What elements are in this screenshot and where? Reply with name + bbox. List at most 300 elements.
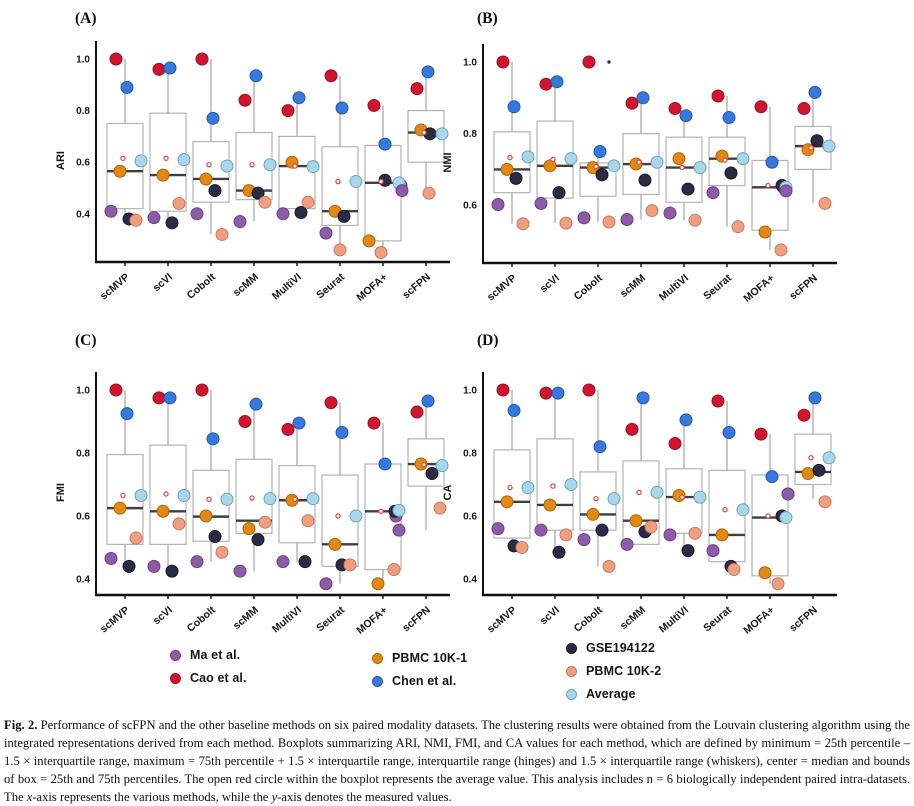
point-ma <box>707 187 719 199</box>
box-group-MultiVI <box>664 414 706 557</box>
point-ma <box>277 556 289 568</box>
mean-open-circle <box>766 514 770 518</box>
caption-label: Fig. 2. <box>4 718 38 732</box>
x-axis-label: MOFA+ <box>741 604 777 637</box>
point-pbmc2 <box>216 228 228 240</box>
point-ma <box>148 212 160 224</box>
point-ma <box>396 185 408 197</box>
point-gse <box>299 556 311 568</box>
legend-dot-icon <box>566 689 577 700</box>
y-tick-label: 1.0 <box>76 54 90 66</box>
mean-open-circle <box>594 497 598 501</box>
point-gse <box>426 467 438 479</box>
point-avg <box>565 153 577 165</box>
point-ma <box>234 565 246 577</box>
panel-B <box>442 0 914 322</box>
point-chen <box>121 408 133 420</box>
mean-open-circle <box>680 495 684 499</box>
y-tick-label: 1.0 <box>76 385 90 397</box>
point-pbmc2 <box>728 564 740 576</box>
point-cao <box>755 101 767 113</box>
point-pbmc2 <box>173 518 185 530</box>
mean-open-circle <box>422 463 426 467</box>
x-axis-label: scVI <box>150 604 175 628</box>
point-cao <box>497 384 509 396</box>
point-gse <box>209 185 221 197</box>
point-ma <box>578 534 590 546</box>
point-avg <box>565 479 577 491</box>
mean-open-circle <box>508 486 512 490</box>
panel-D <box>442 322 914 644</box>
caption-segment: x <box>26 790 33 804</box>
point-chen <box>680 110 692 122</box>
point-gse <box>123 560 135 572</box>
point-avg <box>737 153 749 165</box>
legend-label: Ma et al. <box>190 648 241 662</box>
mean-open-circle <box>207 497 211 501</box>
point-avg <box>823 140 835 152</box>
box-group-MOFA+ <box>365 417 405 590</box>
point-gse <box>295 207 307 219</box>
x-axis-label: MultiVI <box>269 604 304 636</box>
caption-segment: -axis represents the various methods, while the <box>32 790 272 804</box>
point-pbmc2 <box>516 542 528 554</box>
x-axis-label: scVI <box>150 271 175 295</box>
point-pbmc1 <box>802 467 814 479</box>
point-cao <box>669 438 681 450</box>
point-ma <box>664 207 676 219</box>
box-group-Seurat <box>707 90 749 233</box>
point-cao <box>411 83 423 95</box>
point-gse <box>596 169 608 181</box>
mean-open-circle <box>809 146 813 150</box>
point-ma <box>535 197 547 209</box>
point-pbmc2 <box>603 216 615 228</box>
iqr-box <box>193 470 229 541</box>
point-ma <box>621 214 633 226</box>
box-group-scMM <box>234 70 276 228</box>
point-ma <box>535 524 547 536</box>
point-cao <box>583 56 595 68</box>
legend-dot-icon <box>372 653 383 664</box>
mean-open-circle <box>594 164 598 168</box>
point-chen <box>293 417 305 429</box>
point-gse <box>510 172 522 184</box>
point-ma <box>782 488 794 500</box>
x-axis-label: MOFA+ <box>354 271 390 304</box>
y-axis-title: ARI <box>55 151 67 170</box>
point-pbmc2 <box>603 560 615 572</box>
y-tick-label: 1.0 <box>463 57 477 69</box>
point-chen <box>164 392 176 404</box>
point-avg <box>780 512 792 524</box>
point-cao <box>540 78 552 90</box>
point-cao <box>153 392 165 404</box>
panel-A-svg <box>0 0 457 322</box>
point-gse <box>639 174 651 186</box>
box-group-MOFA+ <box>363 99 407 258</box>
point-pbmc1 <box>243 523 255 535</box>
x-axis-label: scFPN <box>400 271 433 302</box>
point-pbmc2 <box>517 218 529 230</box>
box-group-scMM <box>234 398 276 577</box>
point-pbmc1 <box>759 567 771 579</box>
point-pbmc1 <box>114 502 126 514</box>
point-pbmc2 <box>560 217 572 229</box>
legend-label: Average <box>586 687 636 701</box>
box-group-Cobolt <box>191 53 233 240</box>
box-group-scVI <box>148 62 190 229</box>
mean-open-circle <box>293 497 297 501</box>
point-avg <box>823 452 835 464</box>
y-axis-title: CA <box>442 484 454 501</box>
legend-dot-icon <box>170 650 181 661</box>
box-group-scVI <box>148 392 190 577</box>
point-cao <box>239 94 251 106</box>
point-chen <box>336 102 348 114</box>
point-ma <box>664 529 676 541</box>
legend-dot-icon <box>372 676 383 687</box>
point-pbmc2 <box>302 196 314 208</box>
box-group-scFPN <box>782 392 835 508</box>
point-chen <box>250 398 262 410</box>
y-axis-title: NMI <box>442 152 454 173</box>
point-cao <box>325 397 337 409</box>
point-gse <box>553 187 565 199</box>
x-axis-label: scMM <box>230 604 261 633</box>
point-pbmc2 <box>130 214 142 226</box>
point-chen <box>336 427 348 439</box>
point-chen <box>379 138 391 150</box>
point-cao <box>798 409 810 421</box>
box-group-scMVP <box>105 53 147 226</box>
legend-column <box>566 641 661 701</box>
point-pbmc2 <box>772 578 784 590</box>
panel-C-svg <box>0 322 457 644</box>
point-avg <box>135 490 147 502</box>
point-gse <box>682 183 694 195</box>
point-chen <box>508 101 520 113</box>
point-pbmc2 <box>689 527 701 539</box>
point-avg <box>737 504 749 516</box>
point-avg <box>694 162 706 174</box>
point-gse <box>209 530 221 542</box>
point-avg <box>436 128 448 140</box>
caption-segment: Performance of scFPN and the other baseline methods on six paired modality datasets. The clustering results were obtained from the Louvain clustering algorithm using the integrated representations derived from each method. Boxplots summarizing ARI, NMI, FMI, and CA values for each method, which are defined by minimum = 25th percentile – 1.5 × interquartile range, maximum = 75th percentile + 1.5 × interquartile range, interquartile range (hinges) and 1.5 × interquartile range (whiskers), center = median and bounds of box = 25th and 75th percentiles. The open red circle within the boxplot represents the average value. This analysis includes n = 6 biologically independent paired intra-datasets. The <box>4 718 910 804</box>
point-pbmc2 <box>173 197 185 209</box>
box-group-MOFA+ <box>752 101 792 256</box>
point-gse <box>166 565 178 577</box>
legend-item-avg <box>566 687 661 701</box>
point-chen <box>379 458 391 470</box>
x-axis-label: MOFA+ <box>741 272 777 305</box>
y-tick-label: 0.8 <box>463 448 477 460</box>
box-group-scMVP <box>492 384 534 554</box>
point-gse <box>725 167 737 179</box>
point-pbmc2 <box>302 515 314 527</box>
panel-label: (C) <box>75 332 97 349</box>
point-cao <box>196 384 208 396</box>
y-axis-title: FMI <box>55 483 67 502</box>
point-chen <box>594 146 606 158</box>
point-chen <box>121 81 133 93</box>
mean-open-circle <box>551 157 555 161</box>
point-cao <box>239 416 251 428</box>
point-pbmc2 <box>732 221 744 233</box>
point-ma <box>148 560 160 572</box>
box-group-scMVP <box>105 384 147 572</box>
point-pbmc2 <box>388 564 400 576</box>
point-pbmc2 <box>646 205 658 217</box>
point-avg <box>264 493 276 505</box>
point-avg <box>307 493 319 505</box>
box-group-scMM <box>621 92 663 226</box>
point-ma <box>621 538 633 550</box>
x-axis-label: scMVP <box>484 272 519 304</box>
x-axis-label: MultiVI <box>656 272 691 304</box>
box-group-Seurat <box>320 397 362 590</box>
box-group-Cobolt <box>578 56 620 228</box>
point-ma <box>578 212 590 224</box>
mean-open-circle <box>637 490 641 494</box>
panel-B-svg <box>442 0 914 322</box>
point-avg <box>178 490 190 502</box>
box-group-Seurat <box>707 395 749 576</box>
point-cao <box>368 417 380 429</box>
point-cao <box>583 384 595 396</box>
box-group-Cobolt <box>578 384 620 572</box>
x-axis-label: scMM <box>617 604 648 633</box>
x-axis-label: Cobolt <box>571 604 605 635</box>
point-pbmc2 <box>775 244 787 256</box>
mean-open-circle <box>207 163 211 167</box>
point-pbmc2 <box>334 244 346 256</box>
point-cao <box>798 103 810 115</box>
point-cao <box>497 56 509 68</box>
point-chen <box>164 62 176 74</box>
x-axis-label: Cobolt <box>571 272 605 303</box>
x-axis-label: scMM <box>617 272 648 301</box>
box-group-Seurat <box>320 70 362 256</box>
y-tick-label: 0.8 <box>463 129 477 141</box>
legend-label: Cao et al. <box>190 671 247 685</box>
point-cao <box>325 70 337 82</box>
legend-dot-icon <box>170 673 181 684</box>
mean-open-circle <box>379 509 383 513</box>
point-chen <box>594 441 606 453</box>
mean-open-circle <box>508 155 512 159</box>
point-ma <box>393 524 405 536</box>
point-chen <box>637 392 649 404</box>
y-tick-label: 0.6 <box>463 511 477 523</box>
point-cao <box>712 90 724 102</box>
point-chen <box>207 433 219 445</box>
legend-label: Chen et al. <box>392 674 457 688</box>
box-group-MultiVI <box>664 103 706 227</box>
point-ma <box>320 578 332 590</box>
mean-open-circle <box>121 156 125 160</box>
point-pbmc1 <box>716 529 728 541</box>
point-cao <box>368 99 380 111</box>
point-pbmc2 <box>560 529 572 541</box>
x-axis-label: scFPN <box>787 272 820 303</box>
legend-column <box>170 648 247 685</box>
x-axis-label: scFPN <box>400 604 433 635</box>
x-axis-label: scMVP <box>97 271 132 303</box>
point-ma <box>492 523 504 535</box>
caption-body <box>4 718 910 804</box>
point-ma <box>492 198 504 210</box>
panel-D-svg <box>442 322 914 644</box>
point-pbmc2 <box>259 516 271 528</box>
y-tick-label: 0.8 <box>76 106 90 118</box>
point-chen <box>207 112 219 124</box>
point-ma <box>320 227 332 239</box>
point-pbmc2 <box>130 532 142 544</box>
point-cao <box>411 406 423 418</box>
point-pbmc2 <box>819 496 831 508</box>
mean-open-circle <box>723 508 727 512</box>
point-gse <box>811 135 823 147</box>
iqr-box <box>752 475 788 576</box>
x-axis-label: Seurat <box>314 271 347 302</box>
mean-open-circle <box>379 179 383 183</box>
point-pbmc2 <box>375 247 387 259</box>
mean-open-circle <box>164 492 168 496</box>
point-ma <box>780 185 792 197</box>
y-tick-label: 1.0 <box>463 385 477 397</box>
point-pbmc2 <box>216 546 228 558</box>
point-cao <box>110 53 122 65</box>
point-pbmc1 <box>363 235 375 247</box>
y-tick-label: 0.8 <box>76 448 90 460</box>
x-axis-label: MultiVI <box>656 604 691 636</box>
box-group-MultiVI <box>277 92 319 220</box>
point-pbmc1 <box>157 505 169 517</box>
point-pbmc1 <box>587 508 599 520</box>
mean-open-circle <box>164 156 168 160</box>
point-gse <box>166 217 178 229</box>
mean-open-circle <box>336 179 340 183</box>
point-pbmc1 <box>759 226 771 238</box>
mean-open-circle <box>723 158 727 162</box>
x-axis-label: Seurat <box>314 604 347 635</box>
point-avg <box>522 482 534 494</box>
point-gse <box>252 534 264 546</box>
legend-label: GSE194122 <box>586 641 656 655</box>
point-avg <box>221 493 233 505</box>
y-tick-label: 0.6 <box>463 200 477 212</box>
point-avg <box>307 161 319 173</box>
figure-caption <box>4 716 910 806</box>
box-group-scMVP <box>492 56 534 230</box>
legend-item-cao <box>170 671 247 685</box>
point-gse <box>682 545 694 557</box>
point-chen <box>723 427 735 439</box>
point-cao <box>669 103 681 115</box>
point-chen <box>766 156 778 168</box>
mean-open-circle <box>250 163 254 167</box>
point-pbmc2 <box>434 502 446 514</box>
box-group-scFPN <box>780 86 835 209</box>
point-pbmc1 <box>501 496 513 508</box>
point-avg <box>694 491 706 503</box>
legend-item-pbmc1 <box>372 651 467 665</box>
point-avg <box>608 160 620 172</box>
x-axis-label: MultiVI <box>269 271 304 303</box>
point-pbmc1 <box>200 510 212 522</box>
point-pbmc1 <box>501 163 513 175</box>
point-avg <box>264 159 276 171</box>
legend <box>0 636 914 714</box>
mean-open-circle <box>766 183 770 187</box>
mean-open-circle <box>121 493 125 497</box>
point-cao <box>196 53 208 65</box>
point-gse <box>338 210 350 222</box>
point-avg <box>393 504 405 516</box>
point-cao <box>110 384 122 396</box>
legend-dot-icon <box>566 643 577 654</box>
caption-segment: -axis denotes the measured values. <box>277 790 452 804</box>
point-pbmc2 <box>423 187 435 199</box>
iqr-box <box>365 145 401 240</box>
box-group-Cobolt <box>191 384 233 568</box>
point-avg <box>608 493 620 505</box>
point-cao <box>755 428 767 440</box>
y-tick-label: 0.4 <box>76 574 90 586</box>
point-pbmc1 <box>114 165 126 177</box>
legend-item-gse <box>566 641 661 655</box>
point-ma <box>277 208 289 220</box>
point-pbmc1 <box>630 515 642 527</box>
mean-open-circle <box>809 456 813 460</box>
point-chen <box>508 404 520 416</box>
point-cao <box>153 63 165 75</box>
point-pbmc1 <box>673 153 685 165</box>
point-pbmc2 <box>819 197 831 209</box>
point-gse <box>596 524 608 536</box>
point-pbmc2 <box>259 196 271 208</box>
point-pbmc1 <box>544 499 556 511</box>
y-tick-label: 0.6 <box>76 511 90 523</box>
point-cao <box>282 105 294 117</box>
point-ma <box>234 216 246 228</box>
box-group-scVI <box>535 76 577 229</box>
point-chen <box>551 76 563 88</box>
y-tick-label: 0.4 <box>463 574 477 586</box>
point-cao <box>282 423 294 435</box>
point-avg <box>221 160 233 172</box>
point-pbmc1 <box>200 173 212 185</box>
legend-label: PBMC 10K-1 <box>392 651 468 665</box>
y-tick-label: 0.6 <box>76 157 90 169</box>
point-avg <box>651 486 663 498</box>
x-axis-label: Seurat <box>701 272 734 303</box>
box-group-scVI <box>535 387 577 558</box>
legend-item-chen <box>372 674 467 688</box>
point-pbmc1 <box>372 578 384 590</box>
point-pbmc1 <box>157 169 169 181</box>
point-pbmc2 <box>344 559 356 571</box>
point-gse <box>553 546 565 558</box>
outlier-dot <box>607 60 610 63</box>
panel-C <box>0 322 457 644</box>
x-axis-label: scMVP <box>97 604 132 636</box>
point-avg <box>436 460 448 472</box>
point-chen <box>293 92 305 104</box>
point-avg <box>135 155 147 167</box>
point-cao <box>540 387 552 399</box>
